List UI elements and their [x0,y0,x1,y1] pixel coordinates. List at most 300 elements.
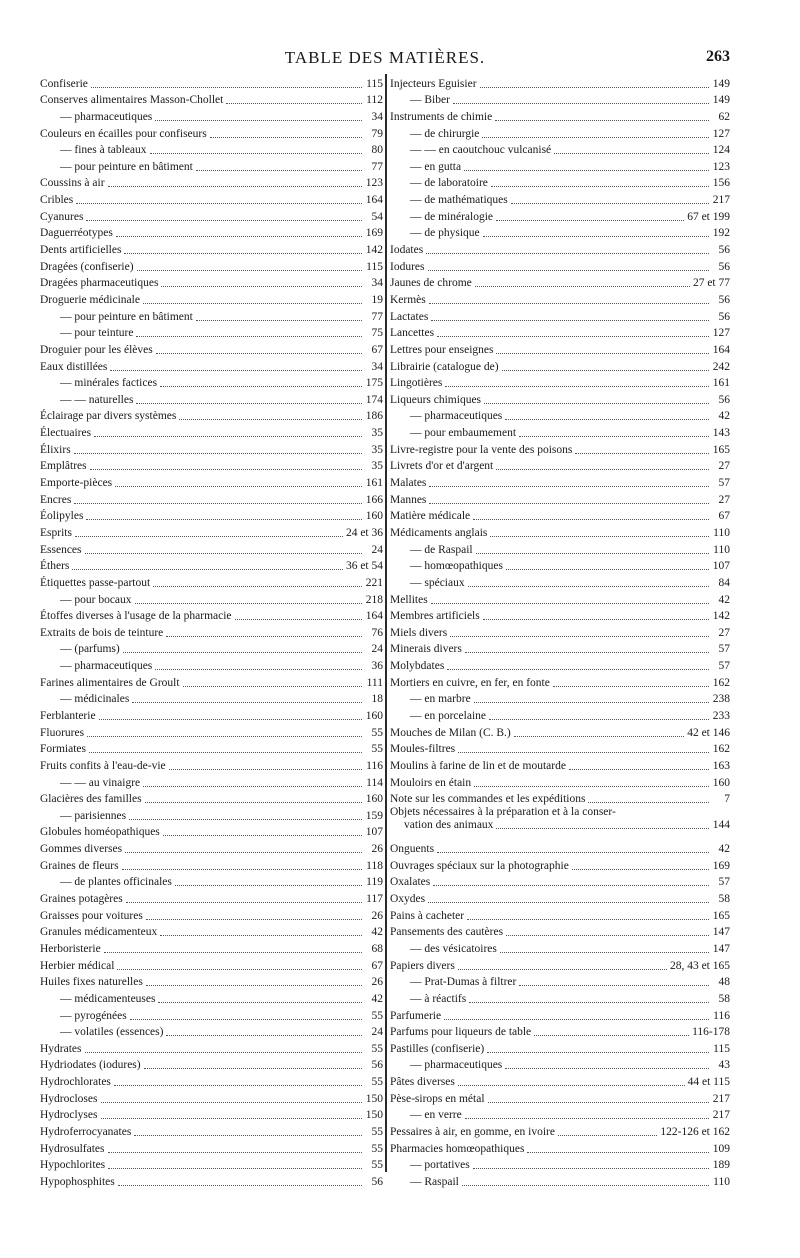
entry-page: 42 [371,992,383,1005]
entry-page: 160 [365,793,383,806]
dot-leader [155,668,362,670]
dot-leader [86,518,362,520]
entry-page: 55 [371,1042,383,1055]
index-entry [40,856,383,873]
entry-page: 217 [712,194,730,207]
index-entry [40,307,383,324]
dot-leader [143,785,362,787]
entry-page: 192 [712,227,730,240]
entry-text: Parfumerie [390,1009,442,1022]
dot-leader [453,102,709,104]
index-entry [390,390,730,407]
entry-text: Miels divers [390,626,448,639]
entry-text: Coussins à air [40,177,105,190]
entry-text: — pour peinture en bâtiment [60,310,193,323]
entry-page: 160 [712,776,730,789]
dot-leader [506,934,709,936]
dot-leader [125,851,362,853]
dot-leader [429,302,709,304]
entry-page: 35 [371,443,383,456]
entry-text: Droguier pour les élèves [40,343,153,356]
index-entry [390,324,730,341]
entry-page: 67 [371,959,383,972]
entry-page: 42 [718,593,730,606]
entry-text: Pansements des cautères [390,926,504,939]
entry-text: Hydrosulfates [40,1142,105,1155]
entry-text: Iodates [390,244,424,257]
entry-text: — de mathématiques [410,194,508,207]
index-entry [40,74,383,91]
index-entry [40,989,383,1006]
entry-text-continued: vation des animaux [404,819,494,832]
entry-page: 164 [365,610,383,623]
dot-leader [433,884,709,886]
index-entry [390,740,730,757]
index-entry [40,357,383,374]
dot-leader [488,1101,709,1103]
entry-text: Médicaments anglais [390,526,488,539]
entry-page: 57 [718,477,730,490]
entry-page: 149 [712,94,730,107]
entry-text: Emporte-pièces [40,477,113,490]
entry-text: — de chirurgie [410,127,480,140]
entry-page: 150 [365,1092,383,1105]
dot-leader [179,418,362,420]
index-entry [390,873,730,890]
index-entry [40,440,383,457]
entry-text: — médicamenteuses [60,992,156,1005]
entry-page: 218 [365,593,383,606]
entry-text: Dragées (confiserie) [40,260,134,273]
dot-leader [108,1167,362,1169]
entry-text: Graines de fleurs [40,859,119,872]
entry-page: 58 [718,893,730,906]
index-entry [40,740,383,757]
index-entry [390,1106,730,1123]
entry-page: 115 [366,260,383,273]
index-entry [390,989,730,1006]
dot-leader [143,302,362,304]
entry-page: 24 et 36 [345,526,383,539]
index-entry [40,756,383,773]
dot-leader [108,1151,362,1153]
index-entry [390,340,730,357]
dot-leader [101,1117,363,1119]
entry-text: — — naturelles [60,393,134,406]
entry-text: — pour peinture en bâtiment [60,160,193,173]
entry-text: Dragées pharmaceutiques [40,277,159,290]
entry-page: 24 [371,643,383,656]
dot-leader [483,618,709,620]
index-entry [390,240,730,257]
index-entry [40,973,383,990]
entry-text: — minérales factices [60,377,158,390]
dot-leader [74,452,362,454]
index-entry [40,1122,383,1139]
index-entry [390,440,730,457]
dot-leader [89,751,362,753]
entry-text: Herbier médical [40,959,115,972]
entry-page: 67 [718,510,730,523]
entry-page: 112 [366,94,383,107]
index-entry [40,1006,383,1023]
dot-leader [85,552,362,554]
entry-page: 57 [718,876,730,889]
dot-leader [158,1001,362,1003]
index-entry [390,1122,730,1139]
dot-leader [134,1134,362,1136]
entry-page: 36 et 54 [345,560,383,573]
dot-leader [467,918,709,920]
entry-text: — à réactifs [410,992,467,1005]
entry-page: 58 [718,992,730,1005]
entry-text: Couleurs en écailles pour confiseurs [40,127,207,140]
entry-page: 110 [713,1175,730,1188]
index-entry [390,1089,730,1106]
dot-leader [124,252,362,254]
entry-text: Pèse-sirops en métal [390,1092,485,1105]
index-entry [390,557,730,574]
entry-page: 161 [365,477,383,490]
dot-leader [527,1151,709,1153]
entry-text: Conserves alimentaires Masson-Chollet [40,94,224,107]
entry-text: — — au vinaigre [60,776,141,789]
entry-page: 118 [366,859,383,872]
index-entry [40,1039,383,1056]
entry-page: 107 [365,826,383,839]
index-entry [390,374,730,391]
index-entry [40,906,383,923]
dot-leader [161,285,362,287]
entry-text: — médicinales [60,693,130,706]
dot-leader [469,1001,709,1003]
page-header [40,48,730,70]
dot-leader [130,1018,362,1020]
entry-text: Daguerréotypes [40,227,113,240]
dot-leader [519,984,709,986]
dot-leader [144,1067,362,1069]
entry-page: 114 [366,776,383,789]
index-entry [390,257,730,274]
entry-page: 26 [371,909,383,922]
dot-leader [484,402,709,404]
dot-leader [553,685,709,687]
entry-text: Lettres pour enseignes [390,343,494,356]
index-entry [40,124,383,141]
dot-leader [115,485,362,487]
dot-leader [426,252,709,254]
index-entry [390,190,730,207]
entry-text: Extraits de bois de teinture [40,626,164,639]
entry-page: 55 [371,726,383,739]
page-number: 263 [706,48,730,65]
dot-leader [86,219,362,221]
dot-leader [437,335,709,337]
index-entry [40,1172,383,1189]
entry-text: Livrets d'or et d'argent [390,460,494,473]
index-entry [390,706,730,723]
index-entry [390,690,730,707]
index-entry [40,1056,383,1073]
dot-leader [91,86,362,88]
index-entry [40,773,383,790]
index-entry [390,640,730,657]
entry-text: Hydrocloses [40,1092,98,1105]
dot-leader [572,868,709,870]
index-entry [40,790,383,807]
entry-page: 107 [712,560,730,573]
entry-text: — en marbre [410,693,471,706]
entry-page: 156 [712,177,730,190]
dot-leader [496,219,684,221]
entry-page: 76 [371,626,383,639]
entry-page: 56 [718,293,730,306]
entry-page: 55 [371,1009,383,1022]
index-entry [390,523,730,540]
index-entry [390,656,730,673]
index-entry [390,573,730,590]
entry-text: Graines potagères [40,893,123,906]
entry-text: — pharmaceutiques [60,660,153,673]
dot-leader [116,235,362,237]
dot-leader [505,418,709,420]
dot-leader [447,668,709,670]
dot-leader [429,485,709,487]
entry-text: Lactates [390,310,429,323]
entry-text: Injecteurs Eguisier [390,77,477,90]
index-entry [390,1072,730,1089]
index-entry [390,274,730,291]
entry-text: — portatives [410,1159,470,1172]
entry-text: Cribles [40,194,74,207]
entry-text: Étiquettes passe-partout [40,576,151,589]
dot-leader [196,319,362,321]
dot-leader [444,1018,709,1020]
index-entry [40,956,383,973]
index-entry [390,773,730,790]
dot-leader [137,269,362,271]
entry-text: Iodures [390,260,425,273]
dot-leader [122,868,362,870]
entry-page: 186 [365,410,383,423]
entry-page: 67 [371,343,383,356]
index-entry [390,124,730,141]
index-entry [390,806,730,839]
entry-page: 42 [718,843,730,856]
entry-page: 147 [712,926,730,939]
entry-page: 144 [712,819,730,832]
index-entry [40,257,383,274]
entry-text: Note sur les commandes et les expéditions [390,793,586,806]
index-entry [40,174,383,191]
entry-page: 123 [365,177,383,190]
index-entry [40,573,383,590]
entry-page: 55 [371,1159,383,1172]
entry-page: 79 [371,127,383,140]
entry-page: 142 [365,244,383,257]
entry-page: 160 [365,510,383,523]
entry-text: Éthers [40,560,70,573]
dot-leader [437,851,709,853]
index-entry [390,973,730,990]
index-entry [40,607,383,624]
dot-leader [136,402,362,404]
entry-text: — de Raspail [410,543,473,556]
entry-text: — de physique [410,227,480,240]
dot-leader [210,136,362,138]
entry-text: Éolipyles [40,510,84,523]
entry-page: 163 [712,759,730,772]
dot-leader [511,202,709,204]
entry-page: 56 [718,244,730,257]
entry-page: 55 [371,1142,383,1155]
entry-page: 162 [712,743,730,756]
dot-leader [135,602,362,604]
entry-page: 24 [371,543,383,556]
index-entry [390,457,730,474]
entry-page: 164 [365,194,383,207]
entry-text: Mouches de Milan (C. B.) [390,726,511,739]
entry-page: 122-126 et 162 [660,1126,730,1139]
entry-text: Liqueurs chimiques [390,393,482,406]
dot-leader [129,818,362,820]
entry-text: Pains à cacheter [390,909,465,922]
entry-page: 80 [371,144,383,157]
entry-page: 119 [366,876,383,889]
dot-leader [166,635,362,637]
dot-leader [183,685,362,687]
entry-text: Emplâtres [40,460,87,473]
entry-page: 55 [371,1126,383,1138]
dot-leader [153,585,362,587]
index-entry [390,1039,730,1056]
dot-leader [458,1084,685,1086]
index-entry [40,540,383,557]
index-entry [40,706,383,723]
index-entry [40,1156,383,1173]
dot-leader [474,785,709,787]
index-entry [390,1172,730,1189]
index-entry [40,939,383,956]
entry-page: 117 [366,893,383,906]
entry-page: 127 [712,327,730,340]
entry-text: — Raspail [410,1175,459,1188]
entry-page: 111 [366,676,383,689]
entry-page: 175 [365,377,383,390]
index-entry [390,1006,730,1023]
dot-leader [502,369,709,371]
dot-leader [506,568,709,570]
entry-text: Mellites [390,593,428,606]
index-entry [40,207,383,224]
entry-text: Hydroferrocyanates [40,1126,132,1138]
dot-leader [110,369,362,371]
entry-text: — pharmaceutiques [60,110,153,123]
index-entry [40,240,383,257]
entry-page: 62 [718,110,730,123]
page-title: TABLE DES MATIÈRES. [284,48,486,67]
dot-leader [554,152,709,154]
entry-page: 35 [371,427,383,440]
index-entry [390,357,730,374]
entry-text: Pastilles (confiserie) [390,1042,485,1055]
entry-page: 34 [371,277,383,290]
entry-page: 56 [718,310,730,323]
index-entry [390,856,730,873]
dot-leader [87,735,362,737]
index-entry [40,157,383,174]
entry-text: Membres artificiels [390,610,480,623]
entry-page: 84 [718,576,730,589]
entry-text: — en gutta [410,160,462,173]
index-entry [40,690,383,707]
index-entry [390,74,730,91]
entry-text: Électuaires [40,427,92,440]
dot-leader [496,352,709,354]
index-entry [40,274,383,291]
dot-leader [558,1134,657,1136]
entry-page: 110 [713,526,730,539]
index-entry [390,607,730,624]
index-entry [40,1106,383,1123]
entry-page: 26 [371,843,383,856]
entry-page: 166 [365,493,383,506]
index-entry [40,423,383,440]
entry-page: 116 [713,1009,730,1022]
entry-page: 36 [371,660,383,673]
entry-page: 18 [371,693,383,706]
index-entry [40,723,383,740]
entry-page: 56 [718,260,730,273]
entry-text: — de minéralogie [410,210,494,223]
entry-page: 35 [371,460,383,473]
dot-leader [487,1051,709,1053]
dot-leader [132,701,362,703]
entry-page: 233 [712,709,730,722]
dot-leader [166,1034,362,1036]
entry-text: Élixirs [40,443,71,456]
index-entry [40,507,383,524]
dot-leader [146,984,362,986]
dot-leader [482,136,709,138]
entry-text: — pharmaceutiques [410,1059,503,1072]
entry-text: — Biber [410,94,450,107]
dot-leader [489,718,709,720]
index-column-right [390,74,730,1189]
index-entry [390,507,730,524]
column-divider [385,74,387,1172]
entry-text: — pour bocaux [60,593,132,606]
index-entry [40,1023,383,1040]
entry-page: 57 [718,643,730,656]
entry-text: Mannes [390,493,427,506]
index-entry [40,374,383,391]
entry-text: Globules homéopathiques [40,826,160,839]
entry-page: 34 [371,110,383,123]
entry-text: Formiates [40,743,86,756]
dot-leader [491,185,709,187]
entry-text: Farines alimentaires de Groult [40,676,180,689]
index-entry [40,673,383,690]
entry-page: 116-178 [692,1026,730,1039]
entry-page: 75 [371,327,383,340]
entry-page: 27 [718,460,730,473]
entry-text: Confiserie [40,77,88,90]
index-entry [390,673,730,690]
entry-page: 68 [371,942,383,955]
dot-leader [534,1034,689,1036]
entry-text: Papiers divers [390,959,455,972]
